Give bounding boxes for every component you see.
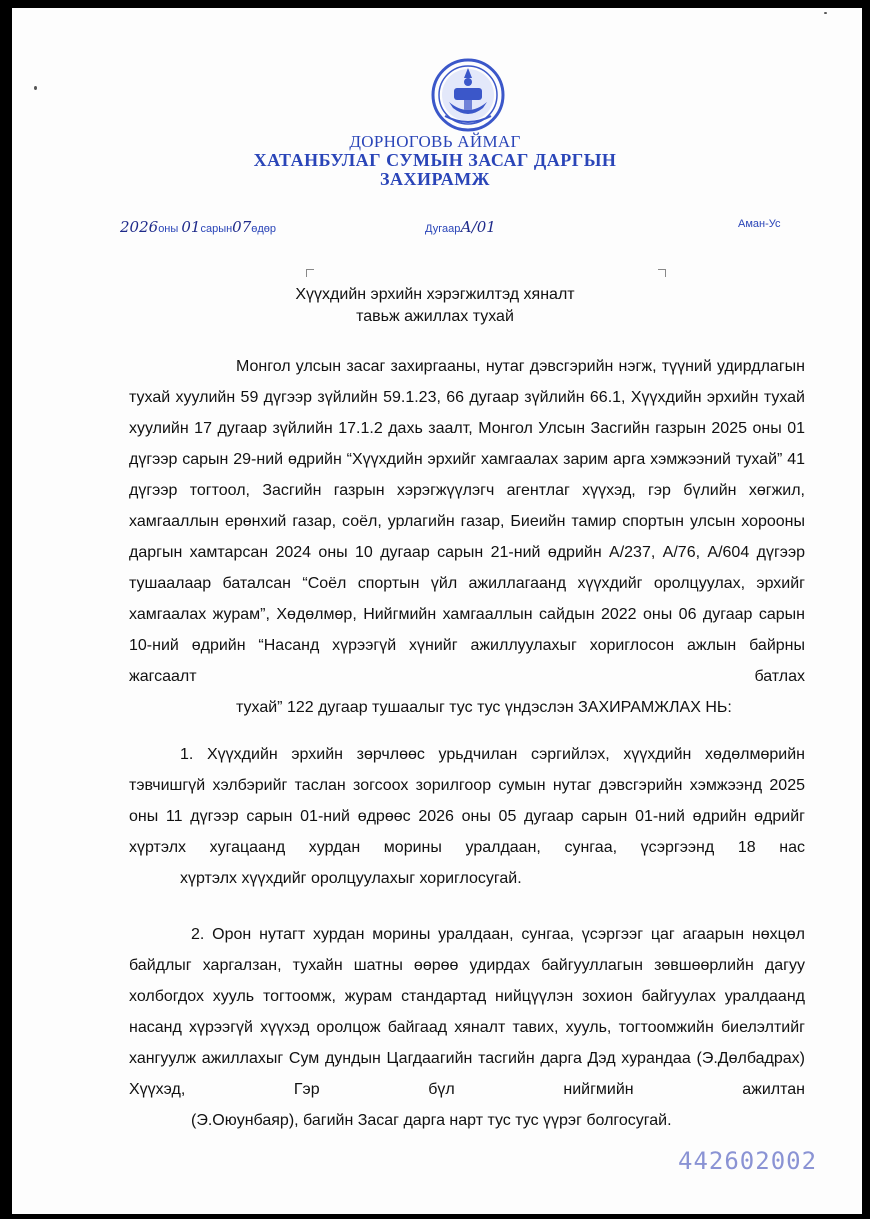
authority-name: ХАТАНБУЛАГ СУМЫН ЗАСАГ ДАРГЫН bbox=[253, 150, 617, 170]
order-item-1-main: 1. Хүүхдийн эрхийн зөрчлөөс урьдчилан сэргийлэх, хүүхдийн хөдөлмөрийн тэвчишгүй хэлбэрийг таслан зогсоох зорилгоор сумын нутаг дэвсгэрийн хэмжээнд 2025 оны 11 дүгээр сарын 01-ний өдрөөс 2026 оны 05 дугаар сарын 01-ний өдрийн өдрийг хүртэлх хугацаанд хурдан морины уралдаан, сунгаа, үсэргээнд 18 нас bbox=[129, 746, 805, 856]
order-item-2 bbox=[129, 919, 805, 1136]
subject-corner-left bbox=[306, 269, 314, 277]
order-item-2-main: 2. Орон нутагт хурдан морины уралдаан, сунгаа, үсэргээг цаг агаарын нөхцөл байдлыг харгалзан, тухайн шатны өөрөө удирдах байгууллагын зөвшөөрлийн дагуу холбогдох хууль тогтоомж, журам стандартад нийцүүлэн зохион байгуулах уралдаанд насанд хүрээгүй хүүхэд оролцож байгаад хяналт тавих, хууль, тогтоомжийн биелэлтийг хангуулж ажиллахыг Сум дундын Цагдаагийн тасгийн дарга Дэд хурандаа (Э.Дөлбадрах) Хүүхэд, Гэр бүл нийгмийн ажилтан bbox=[129, 926, 805, 1098]
scan-speck bbox=[824, 12, 827, 14]
document-place: Аман-Ус bbox=[738, 218, 781, 230]
subject-title bbox=[0, 284, 870, 328]
order-item-1 bbox=[129, 739, 805, 894]
preamble-main: Монгол улсын засаг захиргааны, нутаг дэвсгэрийн нэгж, түүний удирдлагын тухай хуулийн 59 дүгээр зүйлийн 59.1.23, 66 дугаар зүйлийн 66.1, Хүүхдийн эрхийн тухай хуулийн 17 дугаар зүйлийн 17.1.2 дахь заалт, Монгол Улсын Засгийн газрын 2025 оны 01 дүгээр сарын 29-ний өдрийн “Хүүхдийн эрхийг хамгаалах зарим арга хэмжээний тухай” 41 дүгээр тогтоол, Засгийн газрын хэрэгжүүлэгч агентлаг хүүхэд, гэр бүлийн хөгжил, хамгааллын ерөнхий газар, соёл, урлагийн газар, Биеийн тамир спортын улсын хорооны даргын хамтарсан 2024 оны 10 дугаар сарын 21-ний өдрийн А/237, А/76, А/604 дүгээр тушаалаар баталсан “Соёл спортын үйл ажиллагаанд хүүхдийг оролцуулах, эрхийг хамгаалах журам”, Хөдөлмөр, Нийгмийн хамгааллын сайдын 2022 оны 06 дугаар сарын 10-ний өдрийн “Насанд хүрээгүй хүнийг ажиллуулахыг хориглосон ажлын байрны жагсаалт батлах bbox=[129, 358, 805, 685]
scan-speck bbox=[34, 86, 37, 90]
subject-line-1: Хүүхдийн эрхийн хэрэгжилтэд хяналт bbox=[295, 286, 575, 303]
date-month: 01 bbox=[181, 218, 201, 236]
preamble-last-line: тухай” 122 дугаар тушаалыг тус тус үндэслэн ЗАХИРАМЖЛАХ НЬ: bbox=[236, 699, 732, 716]
document-date bbox=[120, 218, 276, 236]
state-emblem-icon bbox=[431, 58, 505, 132]
document-type: ЗАХИРАМЖ bbox=[380, 169, 490, 189]
date-year: 2026 bbox=[120, 218, 159, 236]
province-name: ДОРНОГОВЬ АЙМАГ bbox=[349, 132, 521, 151]
month-label: сарын bbox=[200, 223, 233, 235]
number-value: А/01 bbox=[460, 218, 496, 236]
day-label: өдөр bbox=[251, 223, 277, 235]
year-label: оны bbox=[158, 223, 179, 235]
date-day: 07 bbox=[232, 218, 252, 236]
order-item-2-last-line: (Э.Оюунбаяр), багийн Засаг дарга нарт тус тус үүрэг болгосугай. bbox=[191, 1112, 672, 1129]
subject-line-2: тавьж ажиллах тухай bbox=[356, 308, 514, 325]
document-number bbox=[425, 218, 496, 236]
number-label: Дугаар bbox=[425, 223, 461, 235]
order-item-1-last-line: хүртэлх хүүхдийг оролцуулахыг хориглосугай. bbox=[180, 870, 522, 887]
subject-corner-right bbox=[658, 269, 666, 277]
preamble-paragraph bbox=[129, 351, 805, 723]
serial-stamp: 442602002 bbox=[678, 1147, 818, 1175]
